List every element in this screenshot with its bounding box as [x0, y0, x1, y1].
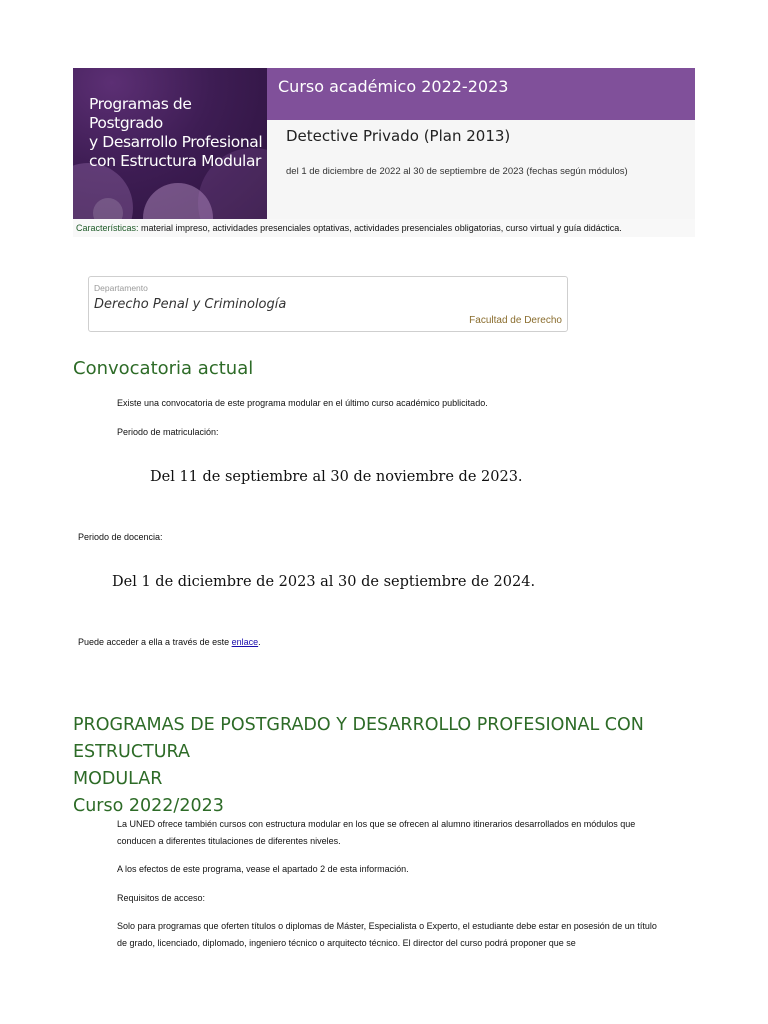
programas-paragraph-2: A los efectos de este programa, vease el apartado 2 de esta información. [117, 864, 409, 874]
programas-heading-line: MODULAR [73, 769, 163, 789]
program-title: Detective Privado (Plan 2013) [286, 127, 511, 145]
programas-heading [73, 712, 713, 820]
department-name: Derecho Penal y Criminología [94, 297, 287, 312]
banner-title-line: Programas de Postgrado [89, 95, 192, 132]
department-box [88, 276, 568, 332]
curso-heading: Curso 2022/2023 [73, 796, 224, 816]
banner-image [73, 68, 267, 219]
requisitos-paragraph: Solo para programas que oferten títulos o diplomas de Máster, Especialista o Experto, el estudiante debe estar en posesión de un título de grado, licenciado, diplomado, ingeniero técnico o arquitecto técnico. El director del curso podrá proponer que se [117, 921, 657, 948]
caracteristicas-bar [73, 219, 695, 237]
caracteristicas-label: Características: [76, 223, 139, 233]
programas-heading-line: PROGRAMAS DE POSTGRADO Y DESARROLLO PROFESIONAL CON ESTRUCTURA [73, 715, 644, 762]
access-text-end: . [258, 637, 261, 647]
matriculacion-label: Periodo de matriculación: [117, 427, 219, 437]
program-dates: del 1 de diciembre de 2022 al 30 de septiembre de 2023 (fechas según módulos) [286, 166, 628, 177]
convocatoria-heading: Convocatoria actual [73, 358, 254, 379]
banner-title-line: con Estructura Modular [89, 152, 262, 170]
academic-year: Curso académico 2022-2023 [278, 77, 509, 96]
caracteristicas-text: material impreso, actividades presenciales optativas, actividades presenciales obligatorias, curso virtual y guía didáctica. [138, 223, 622, 233]
access-text-lead: Puede acceder a ella a través de este [78, 637, 232, 647]
academic-year-bar [267, 68, 695, 120]
convocatoria-link[interactable]: enlace [231, 637, 259, 647]
banner-title-line: y Desarrollo Profesional [89, 133, 263, 151]
docencia-dates: Del 1 de diciembre de 2023 al 30 de septiembre de 2024. [112, 574, 536, 590]
programas-paragraph-1: La UNED ofrece también cursos con estructura modular en los que se ofrecen al alumno itinerarios desarrollados en módulos que conducen a diferentes titulaciones de diferentes niveles. [117, 819, 636, 846]
matriculacion-dates: Del 11 de septiembre al 30 de noviembre de 2023. [150, 469, 523, 485]
docencia-label: Periodo de docencia: [78, 532, 163, 542]
requisitos-label: Requisitos de acceso: [117, 893, 206, 903]
faculty-name: Facultad de Derecho [469, 315, 562, 326]
program-banner [73, 68, 695, 219]
department-label: Departamento [94, 283, 148, 293]
access-text [78, 637, 261, 647]
banner-left-title [89, 95, 265, 171]
convocatoria-intro: Existe una convocatoria de este programa modular en el último curso académico publicitado. [117, 398, 488, 408]
